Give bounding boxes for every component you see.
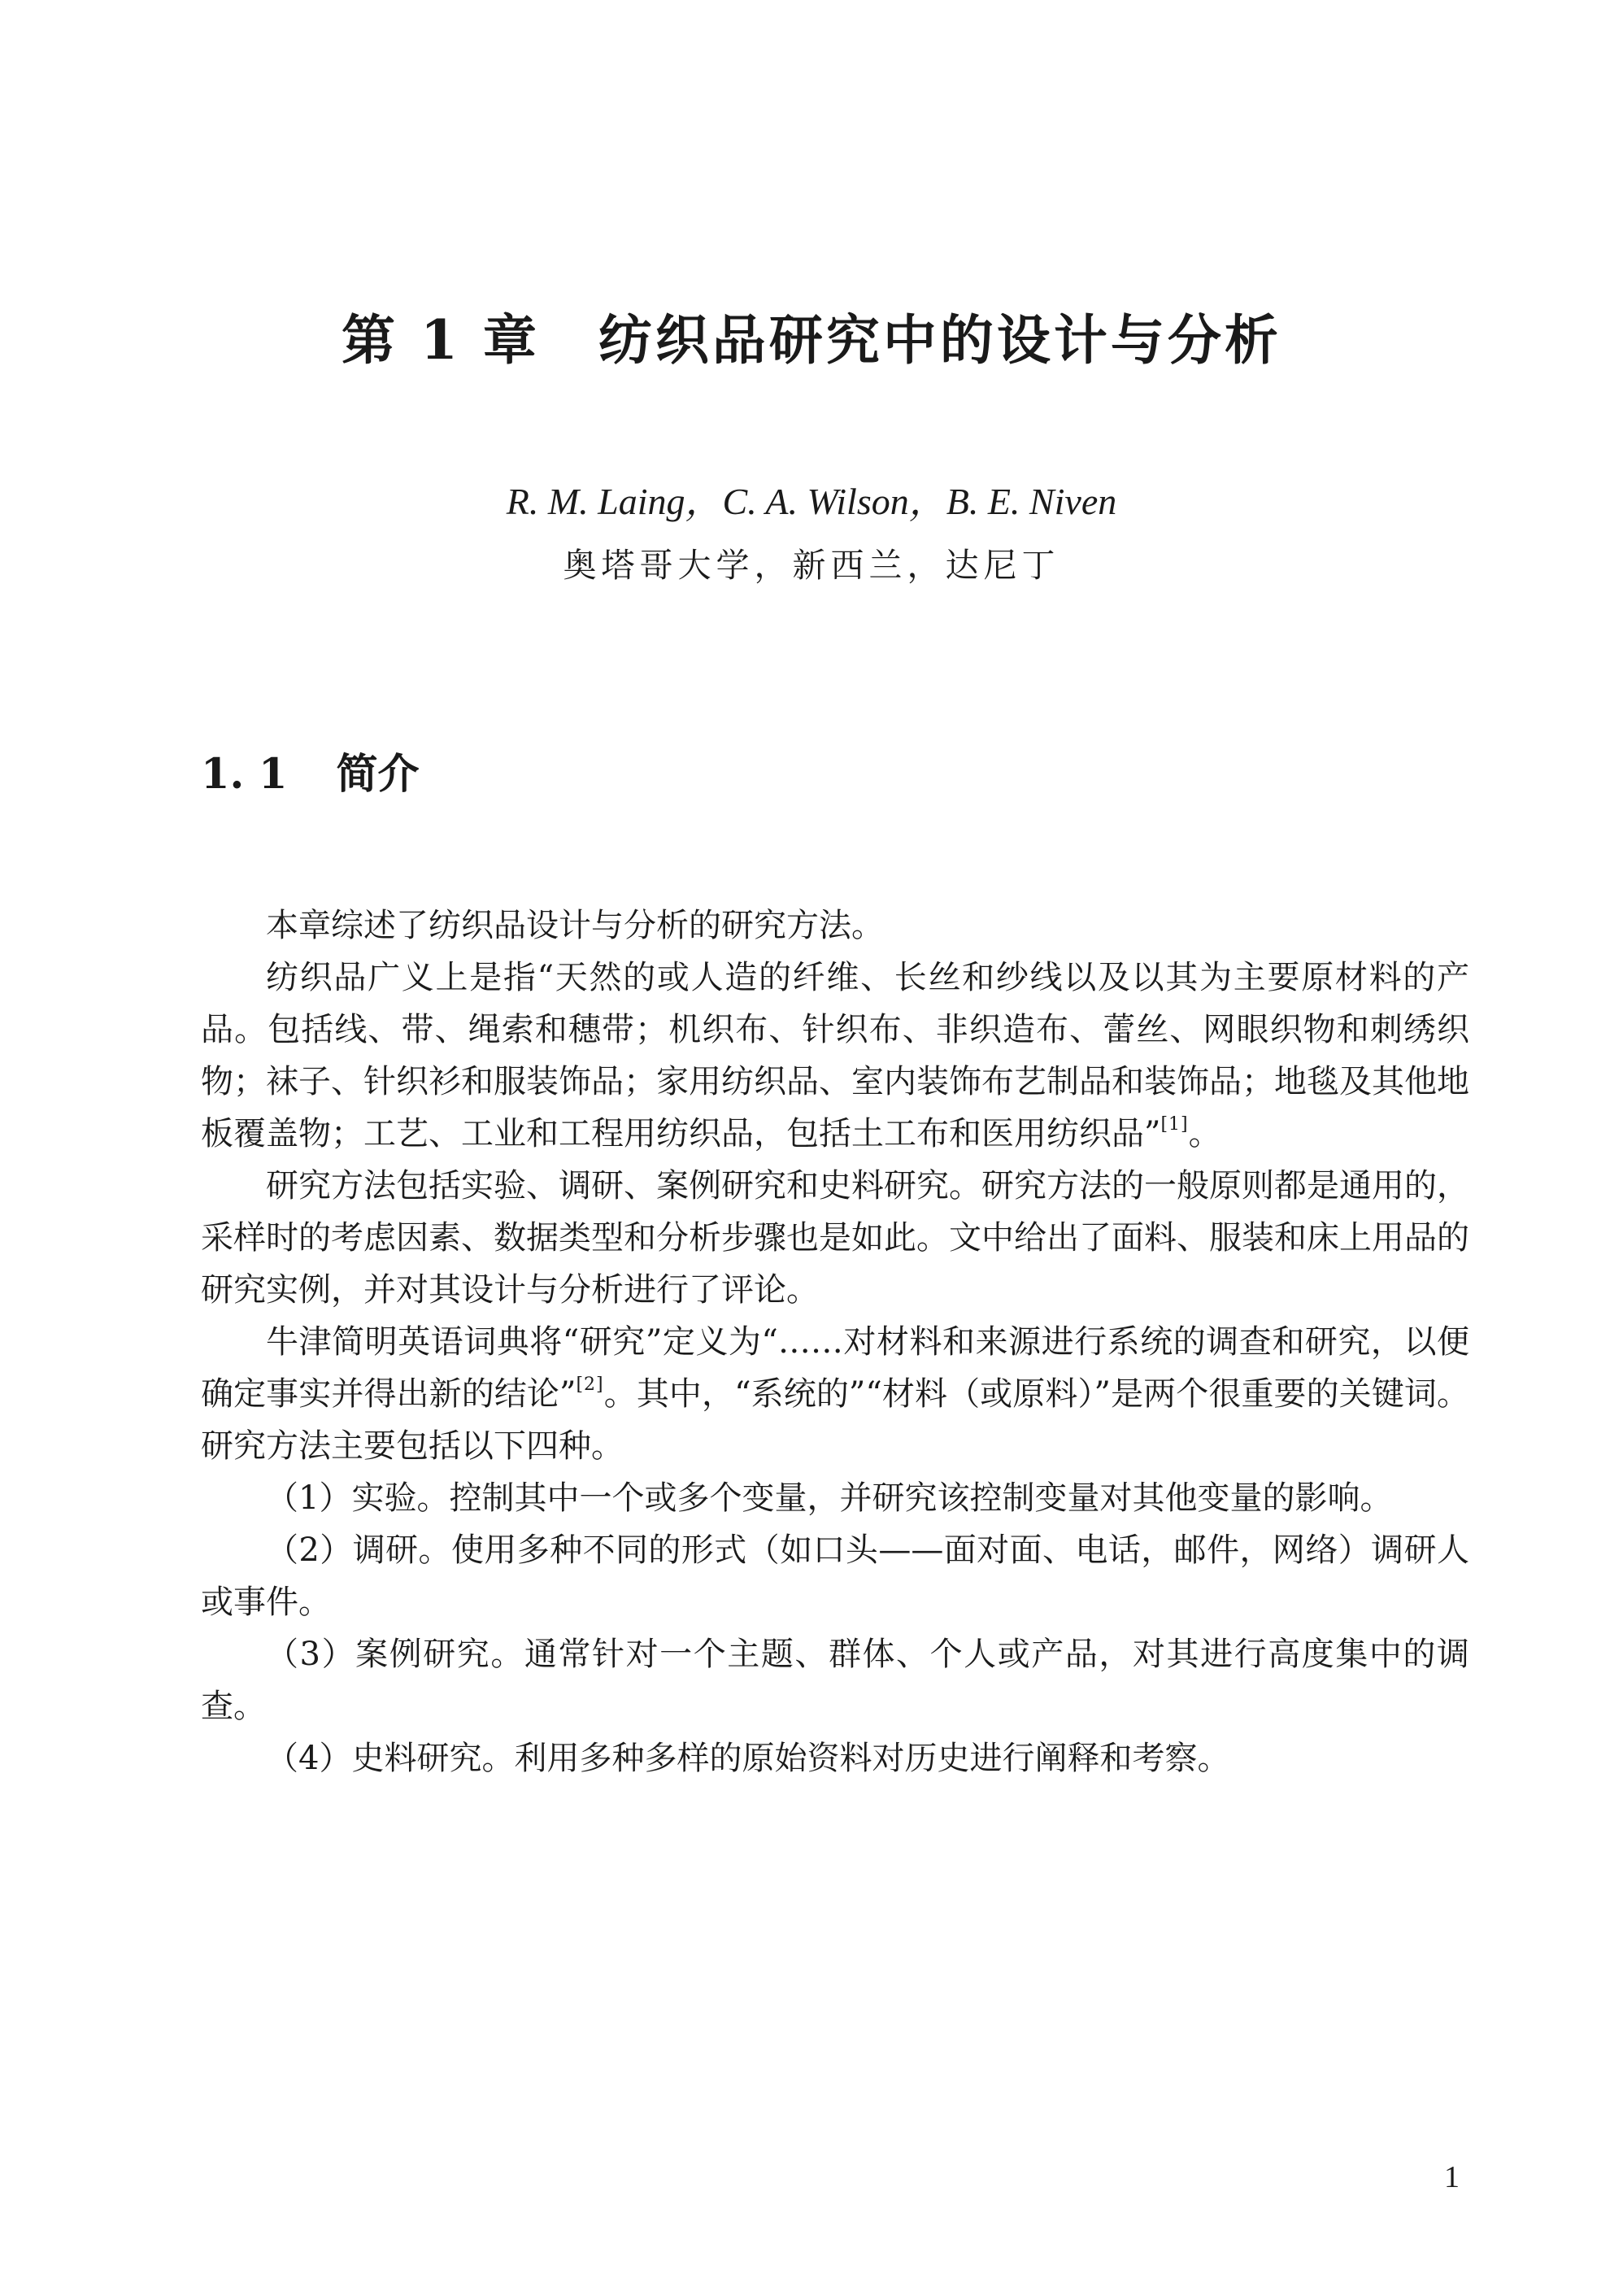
chapter-number: 第 1 章 <box>342 308 540 372</box>
paragraph-2-text: 纺织品广义上是指“天然的或人造的纤维、长丝和纱线以及以其为主要原材料的产品。包括线、带、绳索和穗带；机织布、针织布、非织造布、蕾丝、网眼织物和刺绣织物；袜子、针织衫和服装饰品；家用纺织品、室内装饰布艺制品和装饰品；地毯及其他地板覆盖物；工艺、工业和工程用纺织品，包括土工布和医用纺织品” <box>201 959 1469 1152</box>
author-list: R. M. Laing，C. A. Wilson，B. E. Niven <box>506 481 1117 522</box>
paragraph-4-text: 牛津简明英语词典将“研究”定义为“……对材料和来源进行系统的调查和研究，以便确定事实并得出新的结论” <box>201 1323 1469 1413</box>
section-number: 1. 1 <box>201 750 288 799</box>
paragraph-2 <box>201 952 1469 1160</box>
paragraph-4-end: 。其中，“系统的”“材料（或原料）”是两个很重要的关键词。研究方法主要包括以下四种。 <box>201 1375 1470 1465</box>
page-number: 1 <box>1444 2160 1460 2194</box>
list-item-case-study: （3）案例研究。通常针对一个主题、群体、个人或产品，对其进行高度集中的调查。 <box>201 1636 1469 1725</box>
paragraph-4 <box>201 1316 1469 1472</box>
paragraph-2-end: 。 <box>1188 1115 1221 1152</box>
citation-ref-2[interactable]: [2] <box>576 1375 604 1395</box>
body-text <box>201 900 1469 1784</box>
list-item-historical: （4）史料研究。利用多种多样的原始资料对历史进行阐释和考察。 <box>266 1740 1230 1777</box>
paragraph-1: 本章综述了纺织品设计与分析的研究方法。 <box>266 907 884 944</box>
author-affiliation: 奥塔哥大学，新西兰，达尼丁 <box>563 546 1060 585</box>
list-item-experiment: （1）实验。控制其中一个或多个变量，并研究该控制变量对其他变量的影响。 <box>266 1479 1393 1517</box>
chapter-title <box>0 308 1623 372</box>
section-title: 简介 <box>336 750 420 799</box>
citation-ref-1[interactable]: [1] <box>1160 1114 1189 1135</box>
chapter-title-text: 纺织品研究中的设计与分析 <box>598 308 1281 372</box>
section-heading <box>201 750 420 799</box>
list-item-survey: （2）调研。使用多种不同的形式（如口头——面对面、电话，邮件，网络）调研人或事件。 <box>201 1531 1469 1621</box>
paragraph-3: 研究方法包括实验、调研、案例研究和史料研究。研究方法的一般原则都是通用的，采样时的考虑因素、数据类型和分析步骤也是如此。文中给出了面料、服装和床上用品的研究实例，并对其设计与分析进行了评论。 <box>201 1167 1469 1309</box>
